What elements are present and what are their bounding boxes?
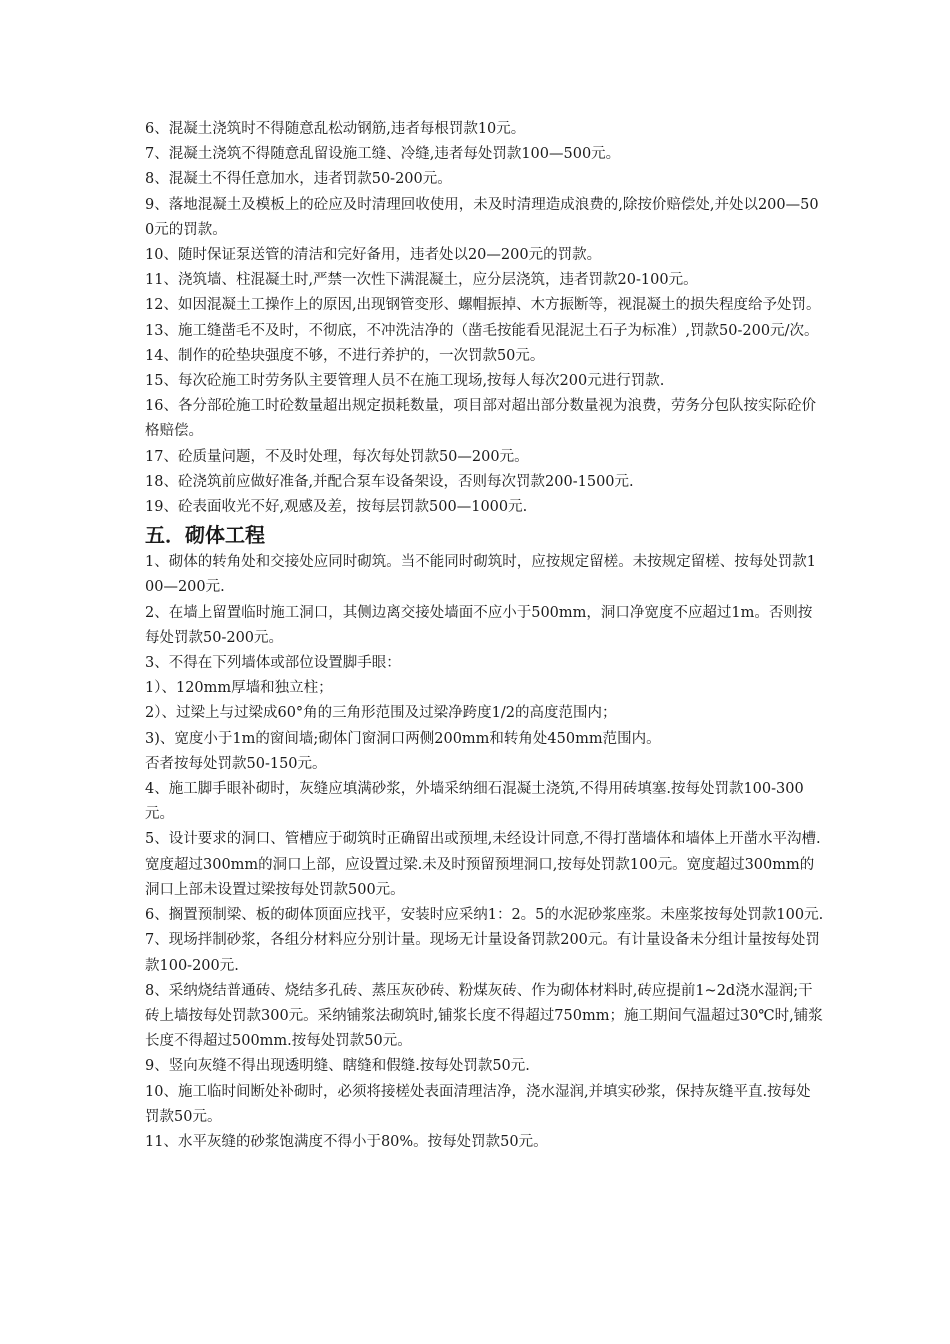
list-item: 3、不得在下列墙体或部位设置脚手眼：: [145, 655, 401, 672]
list-item: 1）、120mm厚墙和独立柱；: [145, 680, 333, 697]
list-item: 12、如因混凝土工操作上的原因,出现钢管变形、螺帽振掉、木方振断等，视混凝土的损失程度给予处罚。: [145, 297, 821, 314]
list-item: 7、现场拌制砂浆，各组分材料应分别计量。现场无计量设备罚款200元。有计量设备未分组计量按每处罚款100-200元.: [145, 932, 820, 974]
list-item: 16、各分部砼施工时砼数量超出规定损耗数量，项目部对超出部分数量视为浪费，劳务分包队按实际砼价格赔偿。: [145, 398, 816, 440]
list-item: 11、浇筑墙、柱混凝土时,严禁一次性下满混凝土，应分层浇筑，违者罚款20-100元。: [145, 272, 698, 289]
list-item: 18、砼浇筑前应做好准备,并配合泵车设备架设，否则每次罚款200-1500元.: [145, 473, 634, 490]
list-item: 否者按每处罚款50-150元。: [145, 755, 327, 772]
document-page: [145, 117, 825, 1155]
list-item: 1、砌体的转角处和交接处应同时砌筑。当不能同时砌筑时，应按规定留槎。未按规定留槎、按每处罚款100—200元.: [145, 554, 816, 596]
list-item: 2、在墙上留置临时施工洞口，其侧边离交接处墙面不应小于500mm，洞口净宽度不应超过1m。否则按每处罚款50-200元。: [145, 604, 813, 646]
list-item: 14、制作的砼垫块强度不够，不进行养护的，一次罚款50元。: [145, 347, 545, 364]
list-item: 13、施工缝凿毛不及时，不彻底，不冲洗洁净的（凿毛按能看见混泥土石子为标准）,罚款50-200元/次。: [145, 322, 819, 339]
list-item: 2）、过梁上与过梁成60°角的三角形范围及过梁净跨度1/2的高度范围内；: [145, 705, 617, 722]
list-item: 6、搁置预制梁、板的砌体顶面应找平，安装时应采纳1：2。5的水泥砂浆座浆。未座浆按每处罚款100元.: [145, 907, 824, 924]
list-item: 6、混凝土浇筑时不得随意乱松动钢筋,违者每根罚款10元。: [145, 121, 526, 137]
list-item: 5、设计要求的洞口、管槽应于砌筑时正确留出或预埋,未经设计同意,不得打凿墙体和墙体上开凿水平沟槽.宽度超过300mm的洞口上部，应设置过梁.未及时预留预埋洞口,按每处罚款100元。宽度超过300mm的洞口上部未设置过梁按每处罚款500元。: [145, 831, 821, 898]
list-item: 15、每次砼施工时劳务队主要管理人员不在施工现场,按每人每次200元进行罚款.: [145, 373, 665, 390]
list-item: 9、落地混凝土及模板上的砼应及时清理回收使用，未及时清理造成浪费的,除按价赔偿处,并处以200—500元的罚款。: [145, 196, 819, 238]
list-item: 9、竖向灰缝不得出现透明缝、瞎缝和假缝.按每处罚款50元.: [145, 1058, 530, 1075]
section-heading: 五．砌体工程: [145, 523, 265, 548]
list-item: 10、施工临时间断处补砌时，必须将接槎处表面清理洁净，浇水湿润,并填实砂浆，保持灰缝平直.按每处罚款50元。: [145, 1083, 811, 1125]
list-item: 10、随时保证泵送管的清洁和完好备用，违者处以20—200元的罚款。: [145, 247, 602, 264]
list-item: 17、砼质量问题，不及时处理，每次每处罚款50—200元。: [145, 448, 529, 465]
list-item: 19、砼表面收光不好,观感及差，按每层罚款500—1000元.: [145, 499, 528, 516]
list-item: 8、采纳烧结普通砖、烧结多孔砖、蒸压灰砂砖、粉煤灰砖、作为砌体材料时,砖应提前1~2d浇水湿润;干砖上墙按每处罚款300元。采纳铺浆法砌筑时,铺浆长度不得超过750mm；施工期间气温超过30℃时,铺浆长度不得超过500mm.按每处罚款50元。: [145, 982, 823, 1050]
list-item: 8、混凝土不得任意加水，违者罚款50-200元。: [145, 171, 452, 188]
list-item: 11、水平灰缝的砂浆饱满度不得小于80%。按每处罚款50元。: [145, 1133, 548, 1150]
list-item: 3)、宽度小于1m的窗间墙;砌体门窗洞口两侧200mm和转角处450mm范围内。: [145, 730, 661, 747]
list-item: 4、施工脚手眼补砌时，灰缝应填满砂浆，外墙采纳细石混凝土浇筑,不得用砖填塞.按每处罚款100-300元。: [145, 781, 804, 823]
list-item: 7、混凝土浇筑不得随意乱留设施工缝、冷缝,违者每处罚款100—500元。: [145, 146, 621, 163]
